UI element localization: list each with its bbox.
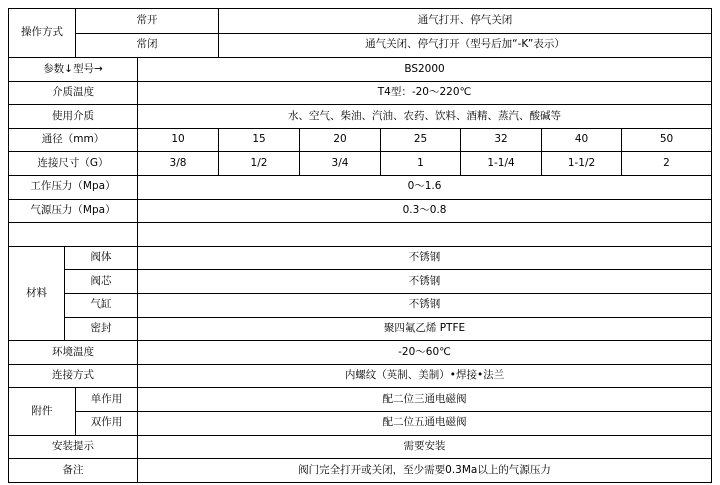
connection-size-cell: 3/4 <box>300 152 381 176</box>
table-row <box>9 411 712 435</box>
table-row <box>9 435 712 459</box>
connection-size-cell: 1-1/4 <box>461 152 542 176</box>
remark-label: 备注 <box>9 459 138 483</box>
medium-label: 使用介质 <box>9 105 138 129</box>
material-value: 聚四氟乙烯 PTFE <box>138 317 712 341</box>
empty-cell <box>9 223 138 247</box>
operation-desc-normally-open: 通气打开、停气关闭 <box>219 9 712 34</box>
material-value: 不锈钢 <box>138 246 712 270</box>
table-row <box>9 128 712 152</box>
table-row <box>9 152 712 176</box>
connection-size-label: 连接尺寸（G） <box>9 152 138 176</box>
connection-size-cell: 1 <box>381 152 461 176</box>
accessory-value: 配二位五通电磁阀 <box>138 411 712 435</box>
install-hint-label: 安装提示 <box>9 435 138 459</box>
diameter-cell: 15 <box>219 128 300 152</box>
remark-value: 阀门完全打开或关闭，至少需要0.3Ma以上的气源压力 <box>138 459 712 483</box>
table-row <box>9 9 712 34</box>
table-row <box>9 459 712 483</box>
table-row <box>9 175 712 199</box>
table-row <box>9 388 712 412</box>
working-pressure-value: 0～1.6 <box>138 175 712 199</box>
accessory-label: 附件 <box>9 388 76 435</box>
diameter-cell: 50 <box>622 128 712 152</box>
air-pressure-label: 气源压力（Mpa） <box>9 199 138 223</box>
medium-temp-label: 介质温度 <box>9 81 138 105</box>
accessory-type: 单作用 <box>76 388 138 412</box>
table-row <box>9 223 712 247</box>
medium-temp-value: T4型：-20～220℃ <box>138 81 712 105</box>
material-part: 气缸 <box>65 293 138 317</box>
empty-cell <box>138 223 712 247</box>
diameter-cell: 40 <box>542 128 622 152</box>
air-pressure-value: 0.3～0.8 <box>138 199 712 223</box>
operation-desc-normally-closed: 通气关闭、停气打开（型号后加“-K”表示） <box>219 33 712 58</box>
connection-size-cell: 2 <box>622 152 712 176</box>
material-part: 阀体 <box>65 246 138 270</box>
model-label: 参数↓型号→ <box>9 58 138 82</box>
model-value: BS2000 <box>138 58 712 82</box>
diameter-cell: 20 <box>300 128 381 152</box>
env-temp-value: -20～60℃ <box>138 341 712 365</box>
medium-value: 水、空气、柴油、汽油、农药、饮料、酒精、蒸汽、酸碱等 <box>138 105 712 129</box>
table-row <box>9 270 712 294</box>
table-row <box>9 317 712 341</box>
install-hint-value: 需要安装 <box>138 435 712 459</box>
connection-size-cell: 1-1/2 <box>542 152 622 176</box>
working-pressure-label: 工作压力（Mpa） <box>9 175 138 199</box>
table-row <box>9 246 712 270</box>
connection-size-cell: 3/8 <box>138 152 219 176</box>
spec-table <box>8 8 712 483</box>
material-part: 阀芯 <box>65 270 138 294</box>
diameter-label: 通径（mm） <box>9 128 138 152</box>
table-row <box>9 81 712 105</box>
table-row <box>9 33 712 58</box>
operation-mode-normally-open: 常开 <box>76 9 219 34</box>
operation-label: 操作方式 <box>9 9 76 58</box>
material-label: 材料 <box>9 246 65 340</box>
accessory-value: 配二位三通电磁阀 <box>138 388 712 412</box>
connection-size-cell: 1/2 <box>219 152 300 176</box>
material-value: 不锈钢 <box>138 270 712 294</box>
table-row <box>9 58 712 82</box>
operation-mode-normally-closed: 常闭 <box>76 33 219 58</box>
table-row <box>9 199 712 223</box>
diameter-cell: 32 <box>461 128 542 152</box>
accessory-type: 双作用 <box>76 411 138 435</box>
table-row <box>9 341 712 365</box>
material-part: 密封 <box>65 317 138 341</box>
connection-method-label: 连接方式 <box>9 364 138 388</box>
table-row <box>9 364 712 388</box>
table-row <box>9 105 712 129</box>
table-row <box>9 293 712 317</box>
diameter-cell: 25 <box>381 128 461 152</box>
diameter-cell: 10 <box>138 128 219 152</box>
material-value: 不锈钢 <box>138 293 712 317</box>
env-temp-label: 环境温度 <box>9 341 138 365</box>
connection-method-value: 内螺纹（英制、美制）•焊接•法兰 <box>138 364 712 388</box>
